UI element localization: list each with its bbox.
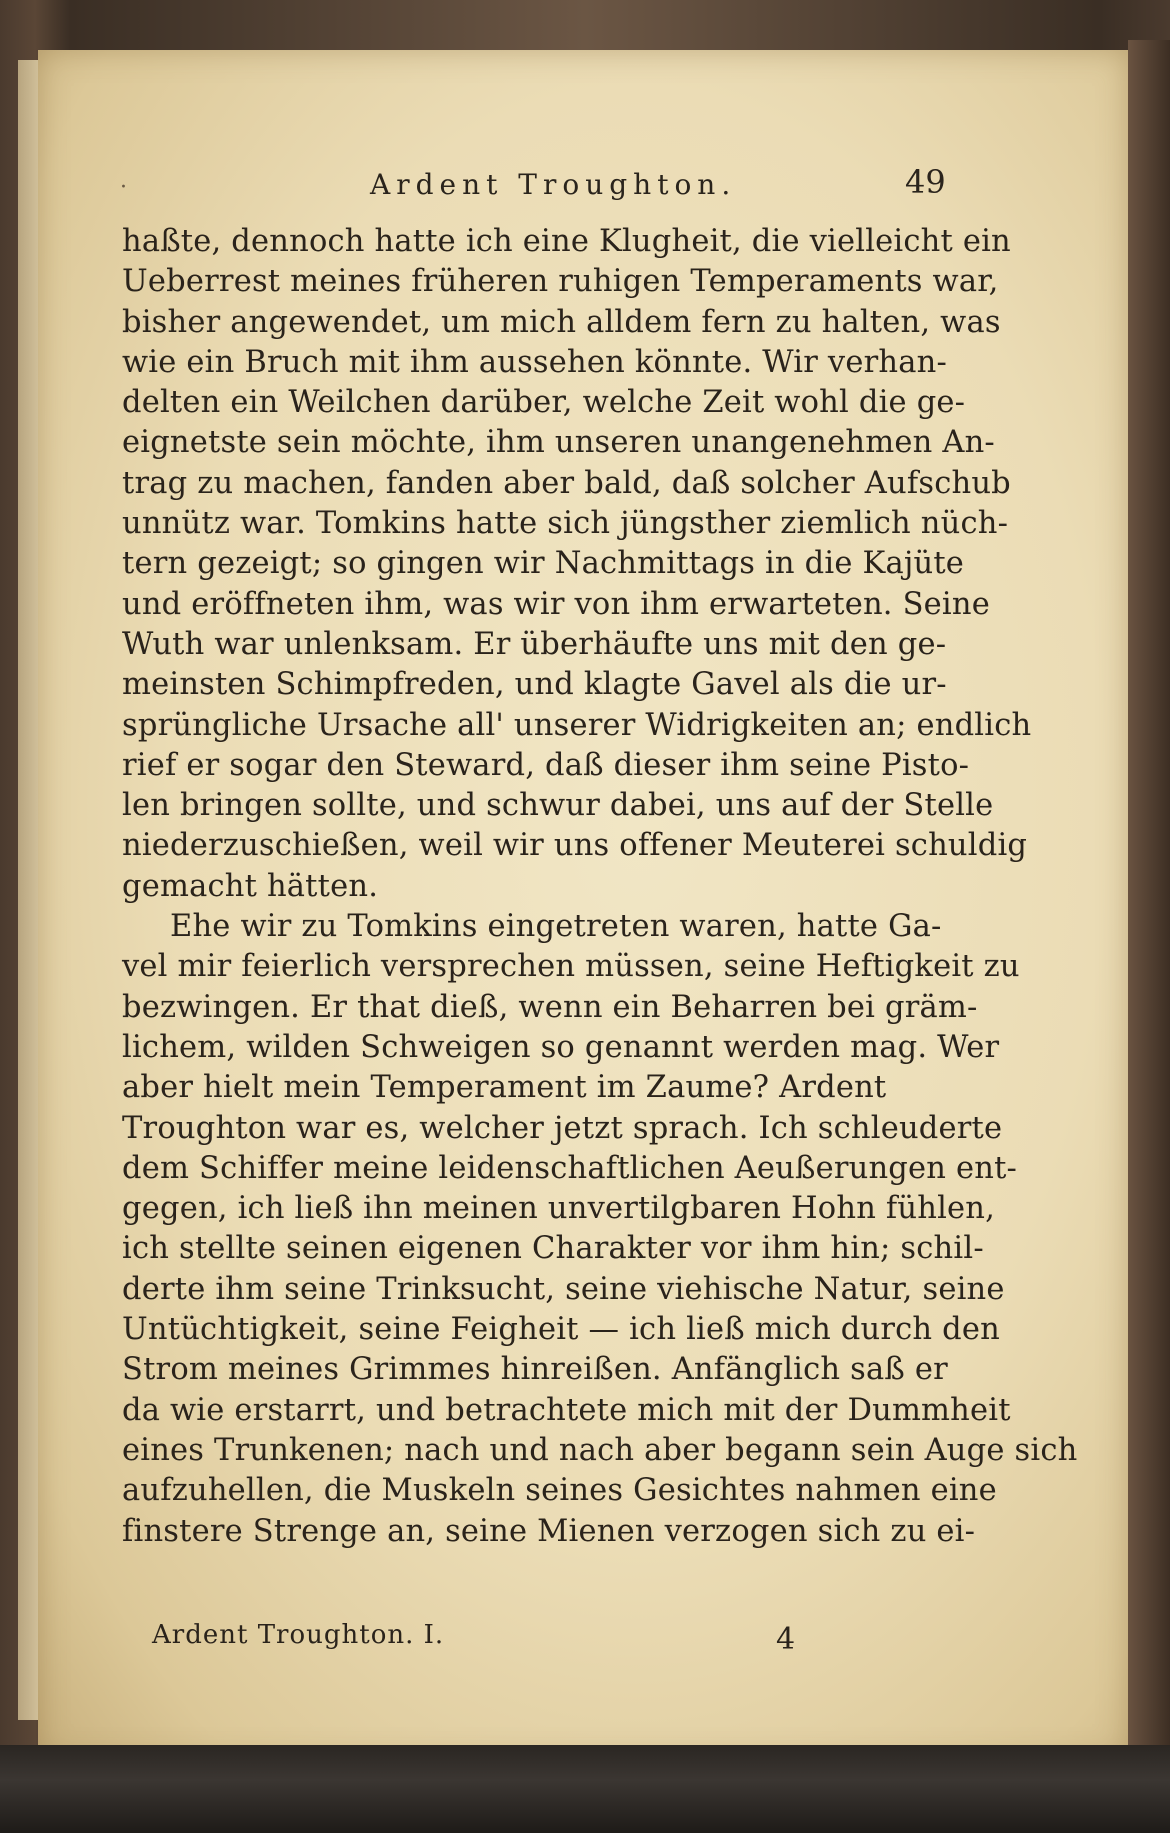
page-number: 49 bbox=[905, 163, 946, 201]
text-line: gegen, ich ließ ihn meinen unvertilgbaren Hohn fühlen, bbox=[122, 1191, 996, 1227]
text-line: bisher angewendet, um mich alldem fern zu halten, was bbox=[122, 304, 1001, 340]
text-line: haßte, dennoch hatte ich eine Klugheit, die vielleicht ein bbox=[122, 224, 1011, 259]
text-line: und eröffneten ihm, was wir von ihm erwarteten. Seine bbox=[122, 586, 990, 622]
text-line: unnütz war. Tomkins hatte sich jüngsther ziemlich nüch- bbox=[122, 506, 1009, 542]
text-line: aufzuhellen, die Muskeln seines Gesichtes nahmen eine bbox=[122, 1473, 997, 1509]
text-line: Wuth war unlenksam. Er überhäufte uns mit den ge- bbox=[122, 626, 947, 662]
text-line: rief er sogar den Steward, daß dieser ihm seine Pisto- bbox=[122, 747, 970, 783]
text-line: lichem, wilden Schweigen so genannt werden mag. Wer bbox=[122, 1029, 1000, 1065]
text-line: sprüngliche Ursache all' unserer Widrigkeiten an; endlich bbox=[122, 707, 1032, 743]
book-right-edge bbox=[1128, 40, 1170, 1760]
text-line: dem Schiffer meine leidenschaftlichen Aeußerungen ent- bbox=[122, 1150, 1018, 1186]
text-line: finstere Strenge an, seine Mienen verzogen sich zu ei- bbox=[122, 1513, 976, 1549]
text-line: bezwingen. Er that dieß, wenn ein Beharren bei gräm- bbox=[122, 989, 978, 1025]
text-line: trag zu machen, fanden aber bald, daß solcher Aufschub bbox=[122, 465, 1011, 501]
text-line: eignetste sein möchte, ihm unseren unangenehmen An- bbox=[122, 425, 995, 461]
text-line: vel mir feierlich versprechen müssen, seine Heftigkeit zu bbox=[122, 949, 1020, 985]
text-line: gemacht hätten. bbox=[122, 868, 379, 904]
text-line: meinsten Schimpfreden, und klagte Gavel als die ur- bbox=[122, 667, 947, 703]
book-bottom-binding bbox=[0, 1745, 1170, 1833]
text-line: tern gezeigt; so gingen wir Nachmittags in die Kajüte bbox=[122, 546, 965, 582]
text-line: niederzuschießen, weil wir uns offener Meuterei schuldig bbox=[122, 828, 1028, 864]
running-title: Ardent Troughton. bbox=[370, 168, 737, 201]
text-line: da wie erstarrt, und betrachtete mich mit der Dummheit bbox=[122, 1392, 1011, 1428]
text-line: len bringen sollte, und schwur dabei, uns auf der Stelle bbox=[122, 788, 994, 824]
text-line: Untüchtigkeit, seine Feigheit — ich ließ mich durch den bbox=[122, 1312, 1000, 1348]
text-line: derte ihm seine Trinksucht, seine viehische Natur, seine bbox=[122, 1271, 1005, 1307]
text-line: ich stellte seinen eigenen Charakter vor ihm hin; schil- bbox=[122, 1231, 984, 1267]
signature-mark: 4 bbox=[776, 1622, 796, 1657]
paragraph-start-line: Ehe wir zu Tomkins eingetreten waren, hatte Ga- bbox=[170, 909, 942, 945]
text-line: Ueberrest meines früheren ruhigen Temperaments war, bbox=[122, 264, 999, 300]
text-line: Strom meines Grimmes hinreißen. Anfänglich saß er bbox=[122, 1352, 948, 1388]
header-ornament: · bbox=[120, 175, 127, 200]
text-line: eines Trunkenen; nach und nach aber begann sein Auge sich bbox=[122, 1432, 1078, 1468]
text-line: aber hielt mein Temperament im Zaume? Ardent bbox=[122, 1070, 887, 1106]
text-line: delten ein Weilchen darüber, welche Zeit wohl die ge- bbox=[122, 385, 966, 421]
text-line: Troughton war es, welcher jetzt sprach. Ich schleuderte bbox=[122, 1110, 1003, 1146]
signature-title: Ardent Troughton. I. bbox=[152, 1620, 445, 1650]
text-line: wie ein Bruch mit ihm aussehen könnte. Wir verhan- bbox=[122, 344, 947, 380]
body-text bbox=[122, 222, 1078, 1552]
